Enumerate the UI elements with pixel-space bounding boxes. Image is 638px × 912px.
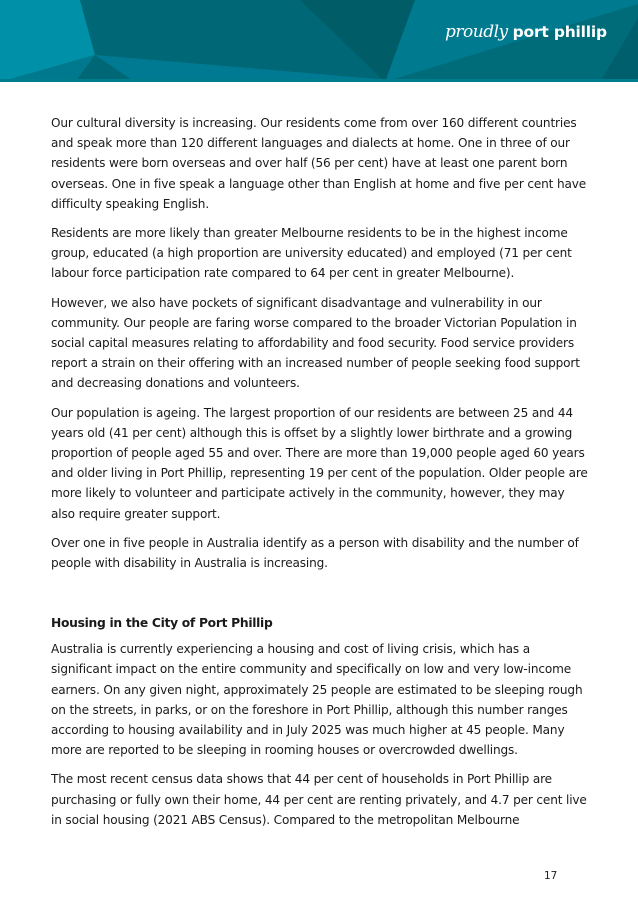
logo-script-word: proudly xyxy=(445,22,508,42)
document-body xyxy=(51,113,591,839)
proudly-port-phillip-logo xyxy=(445,22,607,50)
paragraph-disadvantage: However, we also have pockets of significant disadvantage and vulnerability in our community. Our people are faring worse compared to the broader Victorian Population in social capital measures relating to affordability and food security. Food service providers report a strain on their offering with an increased number of people seeking food support and decreasing donations and volunteers. xyxy=(51,295,580,391)
paragraph-housing-crisis: Australia is currently experiencing a housing and cost of living crisis, which has a significant impact on the entire community and specifically on low and very low-income earners. On any given night, approximately 25 people are estimated to be sleeping rough on the streets, in parks, or on the foreshore in Port Phillip, although this number ranges according to housing availability and in July 2025 was much higher at 45 people. Many more are reported to be sleeping in rooming houses or overcrowded dwellings. xyxy=(51,642,583,758)
paragraph-cultural-diversity: Our cultural diversity is increasing. Our residents come from over 160 different countries and speak more than 120 different languages and dialects at home. One in three of our residents were born overseas and over half (56 per cent) have at least one parent born overseas. One in five speak a language other than English at home and five per cent have difficulty speaking English. xyxy=(51,116,587,211)
paragraph-disability: Over one in five people in Australia identify as a person with disability and the number of people with disability in Australia is increasing. xyxy=(51,535,579,571)
logo-name: port phillip xyxy=(512,23,607,41)
page-number: 17 xyxy=(544,870,558,882)
paragraph-census-data: The most recent census data shows that 44 per cent of households in Port Phillip are purchasing or fully own their home, 44 per cent are renting privately, and 4.7 per cent live in social housing (2021 ABS Census). Compared to the metropolitan Melbourne xyxy=(51,772,587,827)
paragraph-income-education: Residents are more likely than greater Melbourne residents to be in the highest income group, educated (a high proportion are university educated) and employed (71 per cent labour force participation rate compared to 64 per cent in greater Melbourne). xyxy=(51,226,572,281)
section-heading-housing: Housing in the City of Port Phillip xyxy=(51,616,273,631)
header-banner xyxy=(0,0,638,82)
banner-bottom-edge xyxy=(0,79,638,82)
paragraph-ageing-population: Our population is ageing. The largest proportion of our residents are between 25 and 44 years old (41 per cent) although this is offset by a slightly lower birthrate and a growing proportion of people aged 55 and over. There are more than 19,000 people aged 60 years and older living in Port Phillip, representing 19 per cent of the population. Older people are more likely to volunteer and participate actively in the community, however, they may also require greater support. xyxy=(51,405,588,521)
